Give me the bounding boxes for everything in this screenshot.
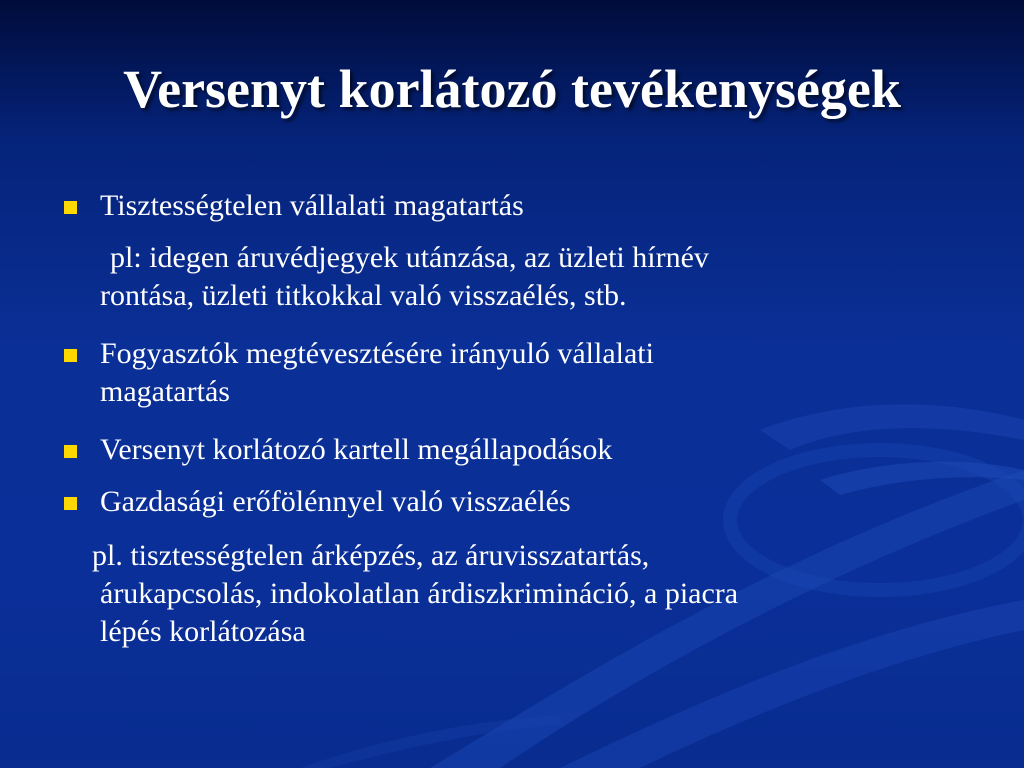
list-item-line: magatartás: [100, 375, 230, 408]
bullet-square-icon: [64, 445, 77, 458]
list-item: [100, 187, 950, 225]
list-subitem-line: rontása, üzleti titkokkal való visszaélés, stb.: [100, 279, 627, 312]
bullet-square-icon: [64, 349, 77, 362]
list-subitem-line: lépés korlátozása: [100, 615, 306, 648]
list-item-text: Versenyt korlátozó kartell megállapodások: [100, 433, 613, 466]
list-subitem-line: pl: idegen áruvédjegyek utánzása, az üzleti hírnév: [110, 241, 709, 274]
list-item: [100, 335, 950, 411]
list-item-text: Gazdasági erőfölénnyel való visszaélés: [100, 485, 571, 518]
list-subitem-line: pl. tisztességtelen árképzés, az áruvisszatartás,: [92, 539, 650, 572]
list-item-text: Tisztességtelen vállalati magatartás: [100, 189, 524, 222]
list-item: [100, 431, 950, 469]
list-subitem-line: árukapcsolás, indokolatlan árdiszkrimináció, a piacra: [100, 577, 739, 610]
list-subitem: [92, 537, 942, 651]
list-item-line: Fogyasztók megtévesztésére irányuló vállalati: [100, 337, 654, 370]
bullet-square-icon: [64, 497, 77, 510]
slide-title: Versenyt korlátozó tevékenységek: [123, 59, 901, 119]
bullet-square-icon: [64, 201, 77, 214]
list-item: [100, 483, 950, 521]
list-subitem: [100, 239, 950, 315]
